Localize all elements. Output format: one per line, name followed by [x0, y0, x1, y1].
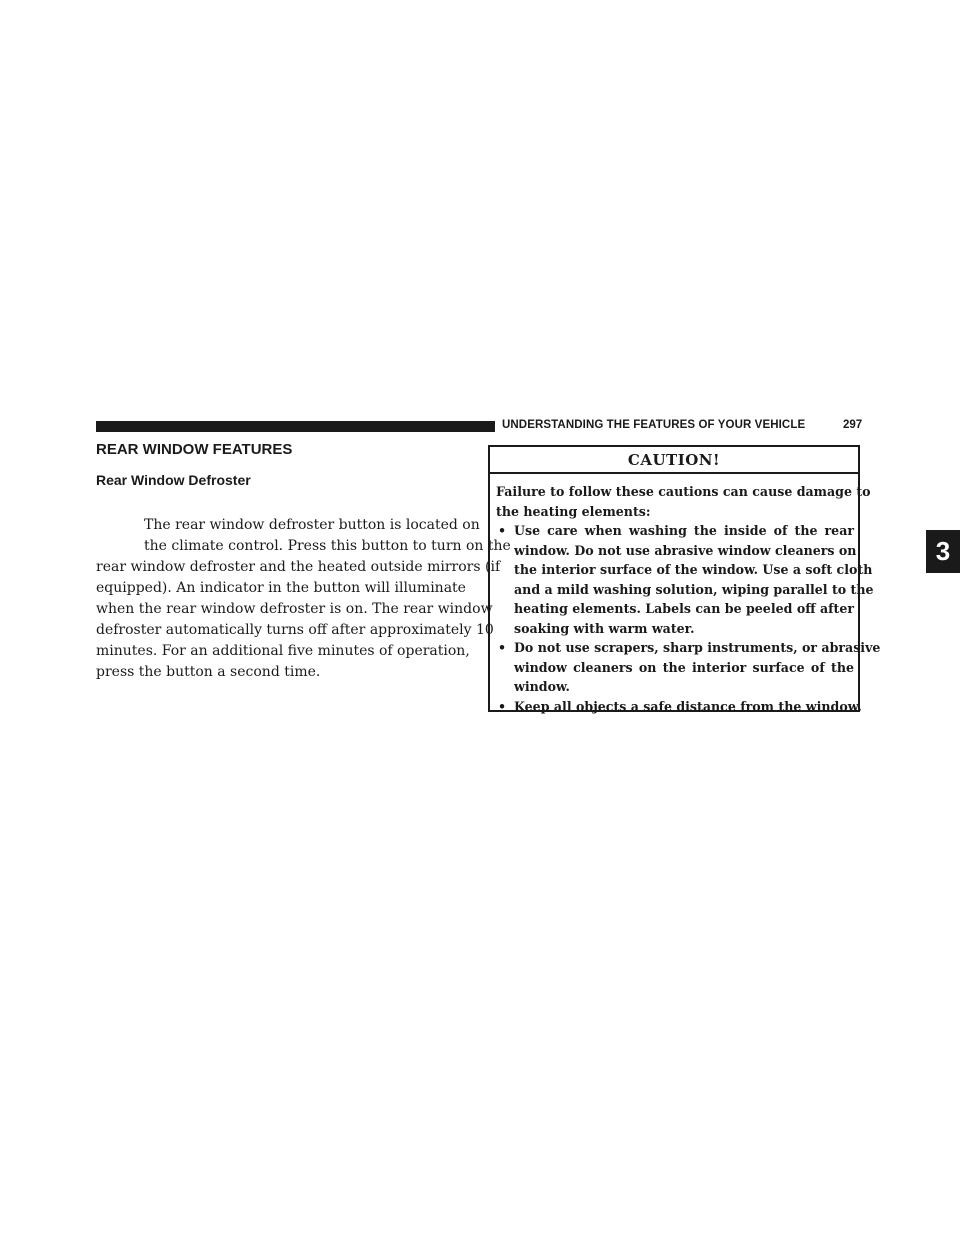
caution-intro-line: Failure to follow these cautions can cause damage to: [496, 484, 871, 499]
caution-bullet-line: window.: [514, 679, 570, 694]
header-rule-bar: [96, 421, 495, 432]
caution-bullet-line: soaking with warm water.: [514, 620, 695, 636]
caution-bullet-line: the interior surface of the window. Use a soft cloth: [514, 562, 873, 577]
body-line: when the rear window defroster is on. The rear window: [96, 601, 493, 617]
bullet-line-text: Keep all objects a safe distance from the window.: [514, 698, 862, 714]
body-line: defroster automatically turns off after approximately 10: [96, 622, 494, 638]
bullet-line-text: Do not use scrapers, sharp instruments, or abrasive: [514, 640, 881, 655]
caution-bullet-item: [496, 521, 874, 638]
section-heading: REAR WINDOW FEATURES: [96, 441, 293, 458]
body-line: minutes. For an additional five minutes of operation,: [96, 643, 470, 659]
defroster-description: [96, 515, 511, 683]
body-line: equipped). An indicator in the button will illuminate: [96, 580, 466, 596]
caution-bullet-line: window. Do not use abrasive window cleaners on: [514, 542, 857, 558]
running-header-title: UNDERSTANDING THE FEATURES OF YOUR VEHICLE: [502, 419, 806, 431]
bullet-icon: •: [498, 698, 507, 714]
sub-heading: Rear Window Defroster: [96, 472, 251, 488]
body-line: The rear window defroster button is located on: [144, 517, 480, 533]
caution-title: CAUTION!: [490, 447, 858, 474]
caution-bullet-line: heating elements. Labels can be peeled off after: [514, 601, 854, 616]
caution-intro-line: the heating elements:: [496, 503, 651, 519]
body-line: rear window defroster and the heated outside mirrors (if: [96, 559, 501, 575]
caution-bullet-line: [496, 521, 854, 541]
caution-bullet-line: and a mild washing solution, wiping parallel to the: [514, 581, 874, 597]
bullet-icon: •: [498, 523, 507, 538]
caution-bullet-line: [496, 697, 862, 717]
caution-bullet-item: [496, 697, 862, 717]
caution-bullet-line: [496, 638, 881, 658]
chapter-tab: 3: [926, 530, 960, 573]
bullet-icon: •: [498, 640, 507, 655]
caution-body: [496, 482, 881, 716]
caution-bullet-line: window cleaners on the interior surface of the: [514, 659, 854, 675]
bullet-line-text: Use care when washing the inside of the rear: [514, 523, 854, 538]
caution-box: [488, 445, 881, 714]
body-line: press the button a second time.: [96, 664, 321, 680]
caution-bullet-item: [496, 638, 881, 697]
page-number: 297: [843, 419, 863, 431]
body-line: the climate control. Press this button to turn on the: [144, 538, 511, 554]
